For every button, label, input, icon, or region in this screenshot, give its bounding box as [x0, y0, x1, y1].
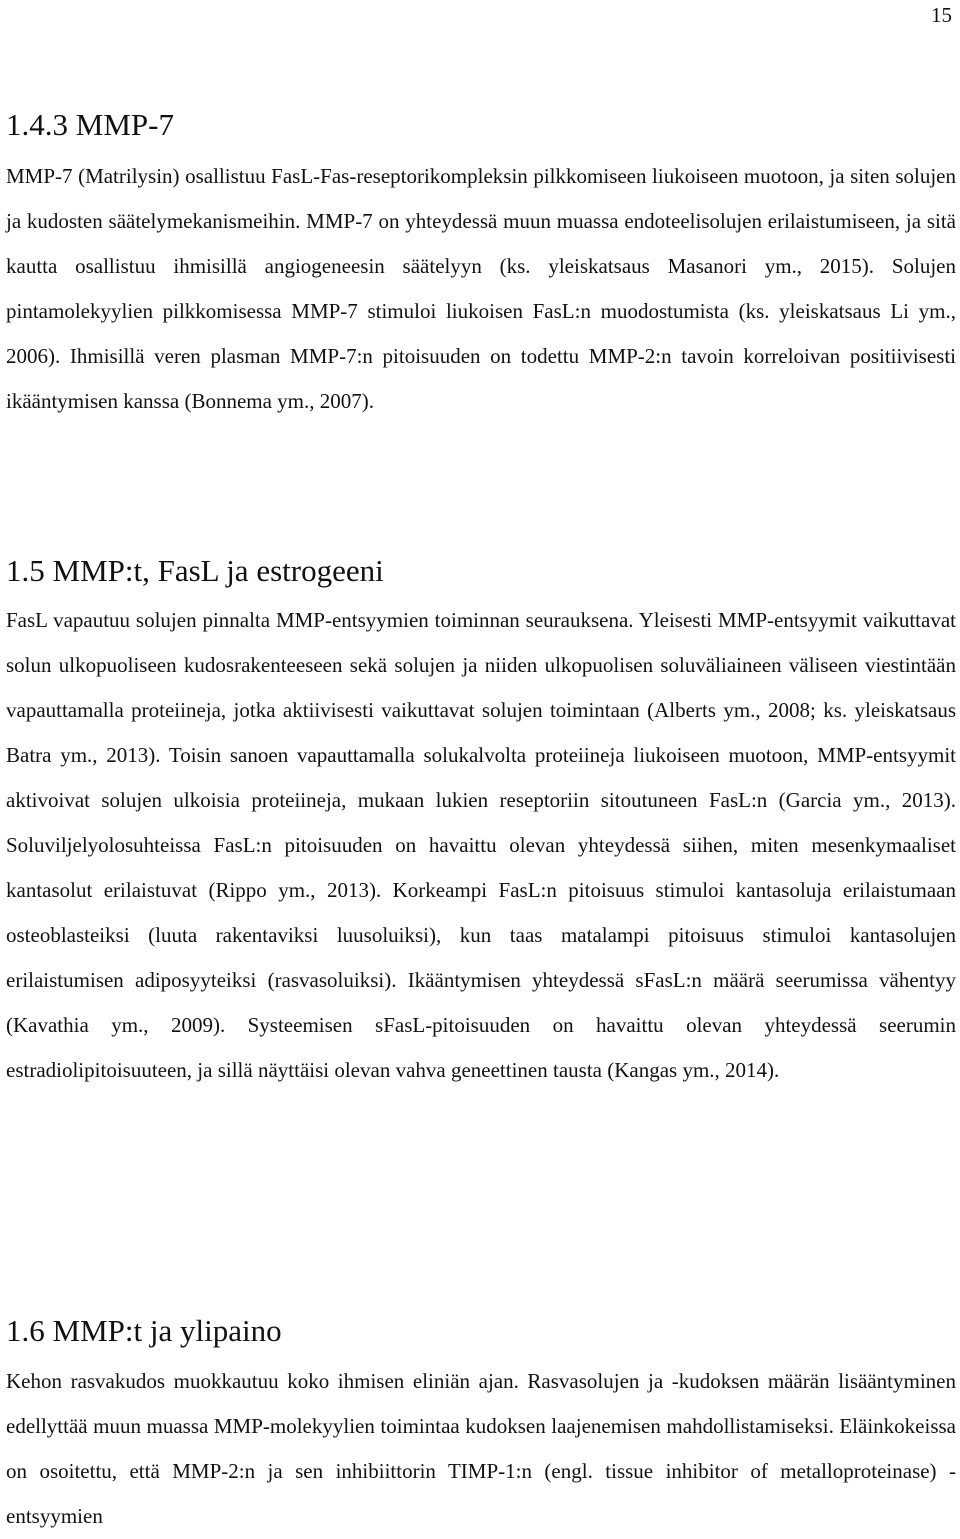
section-paragraph-1-4-3: MMP-7 (Matrilysin) osallistuu FasL-Fas-reseptorikompleksin pilkkomiseen liukoiseen muotoon, ja siten solujen ja kudosten säätelymekanismeihin. MMP-7 on yhteydessä muun muassa endoteelisolujen erilaistumiseen, ja sitä kautta osallistuu ihmisillä angiogeneesin säätelyyn (ks. yleiskatsaus Masanori ym., 2015). Solujen pintamolekyylien pilkkomisessa MMP-7 stimuloi liukoisen FasL:n muodostumista (ks. yleiskatsaus Li ym., 2006). Ihmisillä veren plasman MMP-7:n pitoisuuden on todettu MMP-2:n tavoin korreloivan positiivisesti ikääntymisen kanssa (Bonnema ym., 2007).	[6, 164, 956, 413]
section-paragraph-1-6: Kehon rasvakudos muokkautuu koko ihmisen eliniän ajan. Rasvasolujen ja -kudoksen määrän lisääntyminen edellyttää muun muassa MMP-molekyylien toimintaa kudoksen laajenemisen mahdollistamiseksi. Eläinkokeissa on osoitettu, että MMP-2:n ja sen inhibiittorin TIMP-1:n (engl. tissue inhibitor of metalloproteinase) -entsyymien	[6, 1369, 956, 1528]
section-heading-1-5: 1.5 MMP:t, FasL ja estrogeeni	[6, 553, 384, 588]
section-heading-1-6: 1.6 MMP:t ja ylipaino	[6, 1313, 282, 1348]
section-heading-1-4-3: 1.4.3 MMP-7	[6, 107, 174, 142]
page-number: 15	[931, 3, 952, 27]
section-paragraph-1-5: FasL vapautuu solujen pinnalta MMP-entsyymien toiminnan seurauksena. Yleisesti MMP-entsyymit vaikuttavat solun ulkopuoliseen kudosrakenteeseen sekä solujen ja niiden ulkopuolisen soluväliaineen väliseen viestintään vapauttamalla proteiineja, jotka aktiivisesti vaikuttavat solujen toimintaan (Alberts ym., 2008; ks. yleiskatsaus Batra ym., 2013). Toisin sanoen vapauttamalla solukalvolta proteiineja liukoiseen muotoon, MMP-entsyymit aktivoivat solujen ulkoisia proteiineja, mukaan lukien reseptoriin sitoutuneen FasL:n (Garcia ym., 2013). Soluviljelyolosuhteissa FasL:n pitoisuuden on havaittu olevan yhteydessä siihen, miten mesenkymaaliset kantasolut erilaistuvat (Rippo ym., 2013). Korkeampi FasL:n pitoisuus stimuloi kantasoluja erilaistumaan osteoblasteiksi (luuta rakentaviksi luusoluiksi), kun taas matalampi pitoisuus stimuloi kantasolujen erilaistumisen adiposyyteiksi (rasvasoluiksi). Ikääntymisen yhteydessä sFasL:n määrä seerumissa vähentyy (Kavathia ym., 2009). Systeemisen sFasL-pitoisuuden on havaittu olevan yhteydessä seerumin estradiolipitoisuuteen, ja sillä näyttäisi olevan vahva geneettinen tausta (Kangas ym., 2014).	[6, 608, 956, 1082]
